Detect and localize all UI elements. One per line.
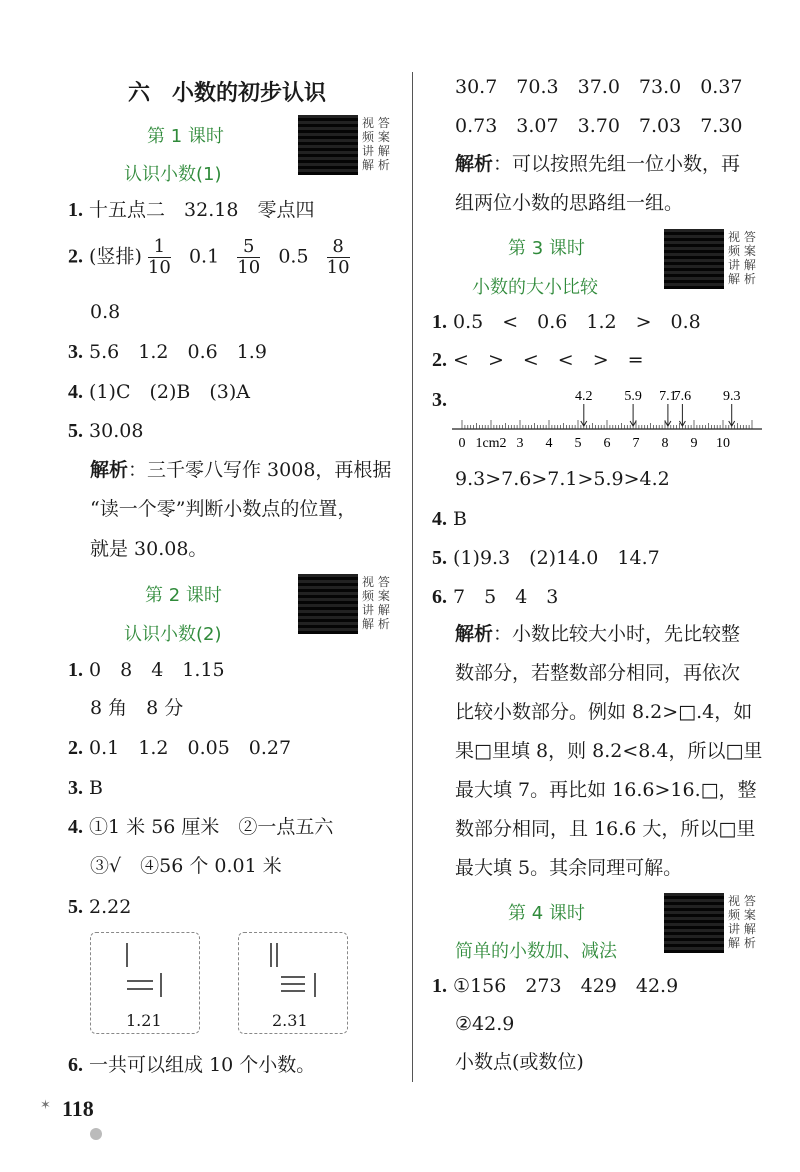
l3-analysis-5: 最大填 7。再比如 16.6>16.□，整 [455, 779, 757, 801]
ruler-arrow [679, 404, 685, 426]
ruler-arrow [729, 404, 735, 426]
ruler-value-label: 5.9 [624, 389, 642, 404]
l2-answer-2: 2. 0.1 1.2 0.05 0.27 [68, 737, 292, 759]
l2-answer-6: 6. 一共可以组成 10 个小数。 [68, 1054, 316, 1076]
l4-answer-1c: 小数点(或数位) [455, 1051, 584, 1073]
l2-answer-5: 5. 2.22 [68, 896, 132, 918]
qr-code-icon[interactable] [664, 893, 724, 953]
l2-answer-1b: 8 角 8 分 [90, 697, 184, 719]
ruler-bottom-label: 4 [545, 436, 553, 451]
analysis-1-line3: 就是 30.08。 [90, 538, 208, 560]
counter-diagram-2-label: 2.31 [272, 1011, 308, 1030]
l3-analysis-1: 解析：小数比较大小时，先比较整 [455, 623, 741, 645]
ruler-bottom-label: 8 [661, 436, 669, 451]
l3-answer-3b: 9.3>7.6>7.1>5.9>4.2 [455, 468, 670, 490]
l2-answer-4b: ③√ ④56 个 0.01 米 [90, 855, 282, 877]
r-top-line1: 30.7 70.3 37.0 73.0 0.37 [455, 76, 743, 98]
lesson-3-subtitle: 小数的大小比较 [472, 277, 598, 298]
l3-answer-6: 6. 7 5 4 3 [432, 586, 559, 608]
l3-answer-1: 1. 0.5 < 0.6 1.2 > 0.8 [432, 311, 701, 333]
ruler-arrow [581, 404, 587, 426]
ruler-bottom-label: 7 [632, 436, 640, 451]
ruler-arrow [630, 404, 636, 426]
qr-caption: 视 答 频 案 讲 解 解 析 [362, 116, 390, 172]
answer-2: 2. (竖排) $\frac{1}{10}$ 0.1 $\frac{5}{10}$ 0.5 $\frac{8}{10}$ [68, 236, 350, 278]
l3-analysis-2: 数部分，若整数部分相同，再依次 [455, 662, 741, 684]
ruler-bottom-label: 10 [716, 436, 730, 451]
l3-answer-4: 4. B [432, 508, 468, 530]
ruler-value-label: 7.1 [659, 389, 677, 404]
star-icon: ✶ [40, 1098, 51, 1113]
l4-answer-1: 1. ①156 273 429 42.9 [432, 975, 679, 997]
ruler-bottom-label: 1cm2 [475, 436, 507, 451]
answer-3: 3. 5.6 1.2 0.6 1.9 [68, 341, 267, 363]
ruler-value-label: 4.2 [575, 389, 593, 404]
l3-analysis-6: 数部分相同，且 16.6 大，所以□里 [455, 818, 756, 840]
chapter-title: 六 小数的初步认识 [128, 81, 327, 106]
l3-analysis-7: 最大填 5。其余同理可解。 [455, 857, 683, 879]
l3-answer-5: 5. (1)9.3 (2)14.0 14.7 [432, 547, 660, 569]
lesson-4-title: 第 4 课时 [508, 903, 585, 924]
r-analysis-2: 组两位小数的思路组一组。 [455, 192, 684, 214]
lesson-1-subtitle: 认识小数(1) [124, 164, 222, 185]
l2-answer-4: 4. ①1 米 56 厘米 ②一点五六 [68, 816, 334, 838]
number-ruler [452, 384, 772, 454]
qr-caption: 视 答 频 案 讲 解 解 析 [728, 230, 756, 286]
column-divider [412, 72, 413, 1082]
ruler-arrow [665, 404, 671, 426]
analysis-1: 解析：三千零八写作 3008，再根据 [90, 459, 392, 481]
l4-answer-1b: ②42.9 [455, 1013, 515, 1035]
l3-analysis-3: 比较小数部分。例如 8.2>□.4，如 [455, 701, 753, 723]
r-analysis: 解析：可以按照先组一位小数，再 [455, 153, 741, 175]
analysis-1-line2: “读一个零”判断小数点的位置， [90, 498, 357, 520]
qr-caption: 视 答 频 案 讲 解 解 析 [362, 575, 390, 631]
ruler-value-label: 9.3 [722, 389, 741, 404]
ruler-bottom-label: 6 [603, 436, 611, 451]
lesson-1-title: 第 1 课时 [147, 126, 224, 147]
qr-code-icon[interactable] [298, 574, 358, 634]
lesson-2-title: 第 2 课时 [145, 585, 222, 606]
page-number: 118 [62, 1096, 94, 1121]
l3-answer-2: 2. < > < < > = [432, 349, 644, 371]
ruler-bottom-label: 0 [458, 436, 466, 451]
r-top-line2: 0.73 3.07 3.70 7.03 7.30 [455, 115, 743, 137]
ruler-bottom-label: 9 [690, 436, 698, 451]
qr-code-icon[interactable] [664, 229, 724, 289]
answer-4: 4. (1)C (2)B (3)A [68, 381, 251, 403]
counter-diagram-1-label: 1.21 [126, 1011, 162, 1030]
ruler-bottom-label: 5 [574, 436, 582, 451]
l3-answer-3: 3. [432, 389, 447, 411]
answer-5: 5. 30.08 [68, 420, 144, 442]
lesson-3-title: 第 3 课时 [508, 238, 585, 259]
l2-answer-1: 1. 0 8 4 1.15 [68, 659, 225, 681]
answer-2-cont: 0.8 [90, 301, 121, 323]
l3-analysis-4: 果□里填 8，则 8.2<8.4，所以□里 [455, 740, 763, 762]
lesson-2-subtitle: 认识小数(2) [124, 624, 222, 645]
qr-caption: 视 答 频 案 讲 解 解 析 [728, 894, 756, 950]
lesson-4-subtitle: 简单的小数加、减法 [455, 941, 617, 962]
l2-answer-3: 3. B [68, 777, 104, 799]
qr-code-icon[interactable] [298, 115, 358, 175]
ruler-bottom-label: 3 [516, 436, 524, 451]
answer-1: 1. 十五点二 32.18 零点四 [68, 199, 315, 221]
ruler-value-label: 7.6 [673, 389, 692, 404]
decoration-dot [90, 1128, 102, 1140]
